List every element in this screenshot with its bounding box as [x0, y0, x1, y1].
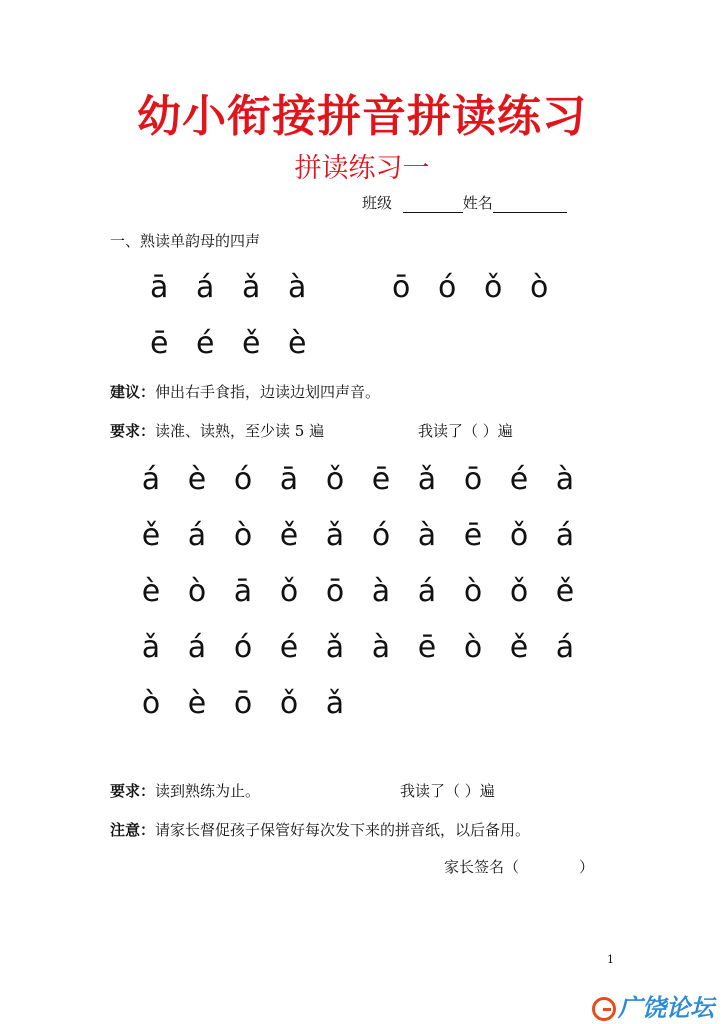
suggestion-label: 建议：	[110, 383, 156, 401]
pinyin-cell: à	[555, 462, 575, 497]
pinyin-cell: ě	[141, 518, 161, 553]
pinyin-cell: è	[141, 574, 161, 609]
pinyin-cell: é	[509, 462, 529, 497]
pinyin-cell: ě	[279, 518, 299, 553]
requirement1-count: 我读了（ ）遍	[418, 422, 513, 440]
practice-row	[128, 518, 588, 558]
pinyin-cell: ò	[463, 574, 483, 609]
requirement1-label: 要求：	[110, 422, 156, 440]
pinyin-cell: á	[555, 630, 575, 665]
pinyin-cell: ó	[233, 630, 253, 665]
watermark-logo	[592, 988, 714, 1023]
name-label: 姓名	[462, 194, 493, 212]
pinyin-cell: ǎ	[325, 518, 345, 553]
tone-a-3: ǎ	[242, 270, 261, 305]
pinyin-cell: ě	[555, 574, 575, 609]
pinyin-cell: ò	[233, 518, 253, 553]
pinyin-cell: ǒ	[279, 686, 299, 721]
pinyin-cell: ò	[463, 630, 483, 665]
pinyin-cell: ā	[279, 462, 299, 497]
tone-o-1: ō	[392, 270, 411, 305]
pinyin-cell: ē	[463, 518, 483, 553]
page-title: 幼小衔接拼音拼读练习	[137, 91, 587, 142]
pinyin-cell: ó	[371, 518, 391, 553]
name-blank[interactable]	[493, 212, 567, 213]
pinyin-cell: ē	[371, 462, 391, 497]
pinyin-cell: è	[187, 686, 207, 721]
pinyin-cell: á	[141, 462, 161, 497]
pinyin-cell: á	[187, 518, 207, 553]
parent-signature[interactable]: 家长签名（ ）	[444, 858, 595, 876]
pinyin-cell: ǎ	[325, 686, 345, 721]
pinyin-cell: ě	[509, 630, 529, 665]
requirement2-text: 读到熟练为止。	[155, 782, 261, 800]
class-blank[interactable]	[403, 212, 463, 213]
practice-row	[128, 462, 588, 502]
pinyin-cell: ā	[233, 574, 253, 609]
tone-e-4: è	[288, 326, 307, 361]
pinyin-cell: ō	[463, 462, 483, 497]
tone-o-2: ó	[438, 270, 457, 305]
requirement2-line	[110, 780, 260, 801]
pinyin-cell: á	[417, 574, 437, 609]
pinyin-cell: ǎ	[325, 630, 345, 665]
section-heading: 一、熟读单韵母的四声	[110, 232, 261, 250]
tone-e-1: ē	[150, 326, 169, 361]
pinyin-cell: ǒ	[509, 518, 529, 553]
note-text: 请家长督促孩子保管好每次发下来的拼音纸，以后备用。	[155, 821, 531, 839]
pinyin-cell: é	[279, 630, 299, 665]
tone-a-4: à	[288, 270, 307, 305]
pinyin-cell: á	[555, 518, 575, 553]
pinyin-cell: ǎ	[141, 630, 161, 665]
suggestion-text: 伸出右手食指，边读边划四声音。	[155, 383, 381, 401]
page-subtitle: 拼读练习一	[294, 153, 430, 184]
pinyin-cell: ē	[417, 630, 437, 665]
pinyin-cell: ó	[233, 462, 253, 497]
practice-row	[128, 574, 588, 614]
requirement2-count: 我读了（ ）遍	[400, 782, 495, 800]
watermark-text: 广饶论坛	[618, 994, 714, 1022]
tone-row-e	[150, 326, 334, 361]
tone-e-2: é	[196, 326, 215, 361]
tone-o-3: ǒ	[484, 270, 503, 305]
note-label: 注意：	[110, 821, 156, 839]
practice-row	[128, 686, 358, 726]
watermark-g-icon	[592, 997, 616, 1021]
page-number: 1	[607, 953, 614, 966]
requirement1-text: 读准、读熟，至少读 5 遍	[155, 422, 325, 440]
pinyin-cell: à	[417, 518, 437, 553]
pinyin-cell: è	[187, 462, 207, 497]
tone-a-1: ā	[150, 270, 169, 305]
tone-row-o	[392, 270, 576, 305]
pinyin-cell: ǒ	[509, 574, 529, 609]
pinyin-cell: ǒ	[279, 574, 299, 609]
note-line	[110, 819, 530, 840]
practice-row	[128, 630, 588, 670]
tone-a-2: á	[196, 270, 215, 305]
pinyin-cell: ō	[325, 574, 345, 609]
pinyin-cell: ò	[187, 574, 207, 609]
pinyin-cell: ǎ	[417, 462, 437, 497]
tone-e-3: ě	[242, 326, 261, 361]
requirement1-line	[110, 420, 324, 441]
pinyin-cell: ō	[233, 686, 253, 721]
pinyin-cell: à	[371, 574, 391, 609]
class-name-line	[362, 192, 567, 213]
requirement2-label: 要求：	[110, 782, 156, 800]
pinyin-cell: à	[371, 630, 391, 665]
suggestion-line	[110, 381, 380, 402]
pinyin-cell: á	[187, 630, 207, 665]
pinyin-cell: ò	[141, 686, 161, 721]
tone-o-4: ò	[530, 270, 549, 305]
class-label: 班级	[362, 194, 393, 212]
tone-row-a	[150, 270, 334, 305]
pinyin-cell: ǒ	[325, 462, 345, 497]
